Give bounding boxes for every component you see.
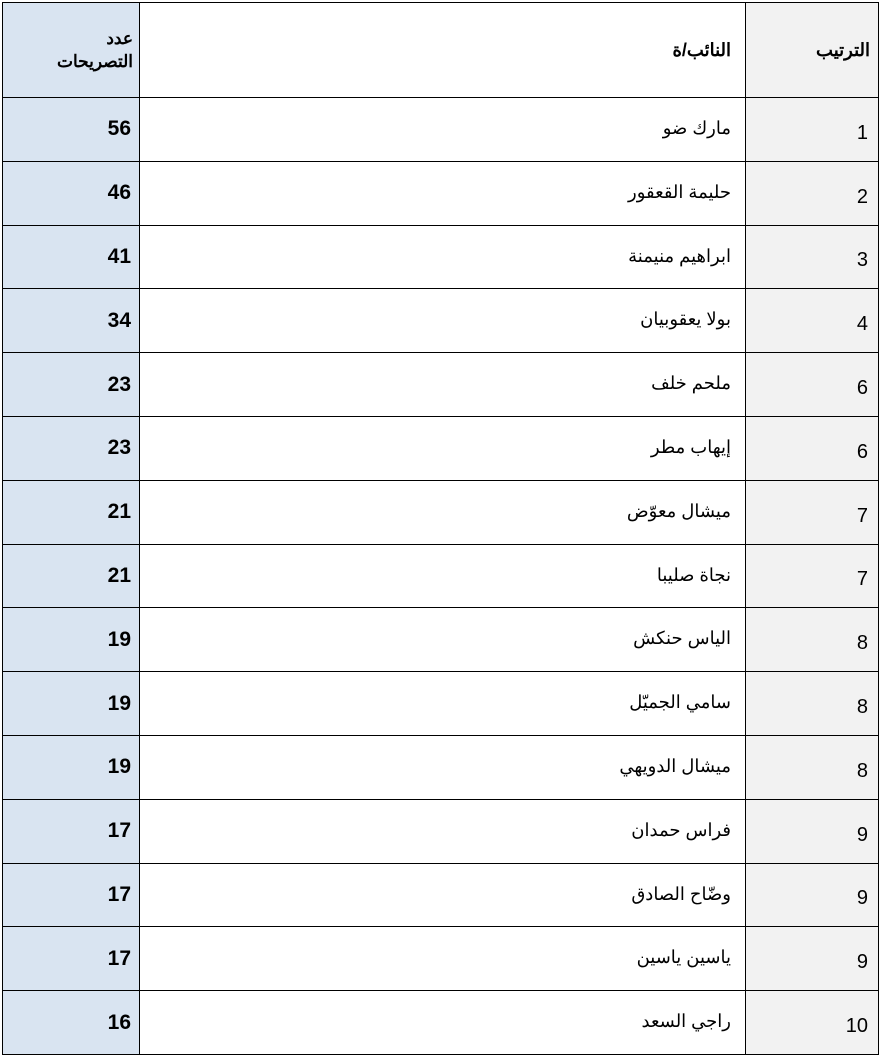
count-column-header bbox=[3, 3, 140, 98]
count-cell: 16 bbox=[3, 991, 140, 1055]
rank-cell: 9 bbox=[746, 799, 879, 863]
table-row bbox=[3, 735, 879, 799]
table-row bbox=[3, 799, 879, 863]
rank-cell: 1 bbox=[746, 98, 879, 162]
count-header-line-1: عدد bbox=[106, 29, 133, 48]
rank-cell: 9 bbox=[746, 927, 879, 991]
table-row bbox=[3, 289, 879, 353]
count-cell: 41 bbox=[3, 225, 140, 289]
rank-cell: 8 bbox=[746, 672, 879, 736]
count-cell: 17 bbox=[3, 799, 140, 863]
name-column-header: النائب/ة bbox=[140, 3, 746, 98]
table-row bbox=[3, 608, 879, 672]
rank-cell: 7 bbox=[746, 544, 879, 608]
rank-column-header: الترتيب bbox=[746, 3, 879, 98]
count-cell: 17 bbox=[3, 863, 140, 927]
name-cell: ملحم خلف bbox=[140, 353, 746, 417]
table-row bbox=[3, 161, 879, 225]
table-row bbox=[3, 225, 879, 289]
count-cell: 23 bbox=[3, 353, 140, 417]
count-cell: 23 bbox=[3, 416, 140, 480]
count-cell: 34 bbox=[3, 289, 140, 353]
rank-cell: 6 bbox=[746, 353, 879, 417]
name-cell: ياسين ياسين bbox=[140, 927, 746, 991]
table-row bbox=[3, 927, 879, 991]
rank-cell: 10 bbox=[746, 991, 879, 1055]
count-cell: 19 bbox=[3, 672, 140, 736]
table-row bbox=[3, 672, 879, 736]
count-cell: 56 bbox=[3, 98, 140, 162]
rank-cell: 7 bbox=[746, 480, 879, 544]
count-cell: 19 bbox=[3, 608, 140, 672]
rank-cell: 9 bbox=[746, 863, 879, 927]
rank-cell: 2 bbox=[746, 161, 879, 225]
rank-cell: 8 bbox=[746, 735, 879, 799]
table-row bbox=[3, 353, 879, 417]
name-cell: ميشال الدويهي bbox=[140, 735, 746, 799]
name-cell: نجاة صليبا bbox=[140, 544, 746, 608]
table-row bbox=[3, 863, 879, 927]
statements-table bbox=[2, 2, 879, 1055]
name-cell: وضّاح الصادق bbox=[140, 863, 746, 927]
name-cell: ميشال معوّض bbox=[140, 480, 746, 544]
table-body bbox=[3, 98, 879, 1055]
name-cell: سامي الجميّل bbox=[140, 672, 746, 736]
name-cell: بولا يعقوبيان bbox=[140, 289, 746, 353]
count-header-line-2: التصريحات bbox=[56, 52, 133, 71]
rank-cell: 8 bbox=[746, 608, 879, 672]
rank-cell: 3 bbox=[746, 225, 879, 289]
name-cell: راجي السعد bbox=[140, 991, 746, 1055]
table-row bbox=[3, 98, 879, 162]
name-cell: فراس حمدان bbox=[140, 799, 746, 863]
table-header-row bbox=[3, 3, 879, 98]
name-cell: الياس حنكش bbox=[140, 608, 746, 672]
name-cell: ابراهيم منيمنة bbox=[140, 225, 746, 289]
rank-cell: 4 bbox=[746, 289, 879, 353]
table-row bbox=[3, 991, 879, 1055]
name-cell: حليمة القعقور bbox=[140, 161, 746, 225]
name-cell: إيهاب مطر bbox=[140, 416, 746, 480]
count-cell: 21 bbox=[3, 544, 140, 608]
table-row bbox=[3, 480, 879, 544]
count-cell: 21 bbox=[3, 480, 140, 544]
count-cell: 46 bbox=[3, 161, 140, 225]
table-row bbox=[3, 544, 879, 608]
statements-table-container bbox=[2, 2, 878, 1055]
rank-cell: 6 bbox=[746, 416, 879, 480]
table-row bbox=[3, 416, 879, 480]
count-cell: 19 bbox=[3, 735, 140, 799]
count-cell: 17 bbox=[3, 927, 140, 991]
name-cell: مارك ضو bbox=[140, 98, 746, 162]
